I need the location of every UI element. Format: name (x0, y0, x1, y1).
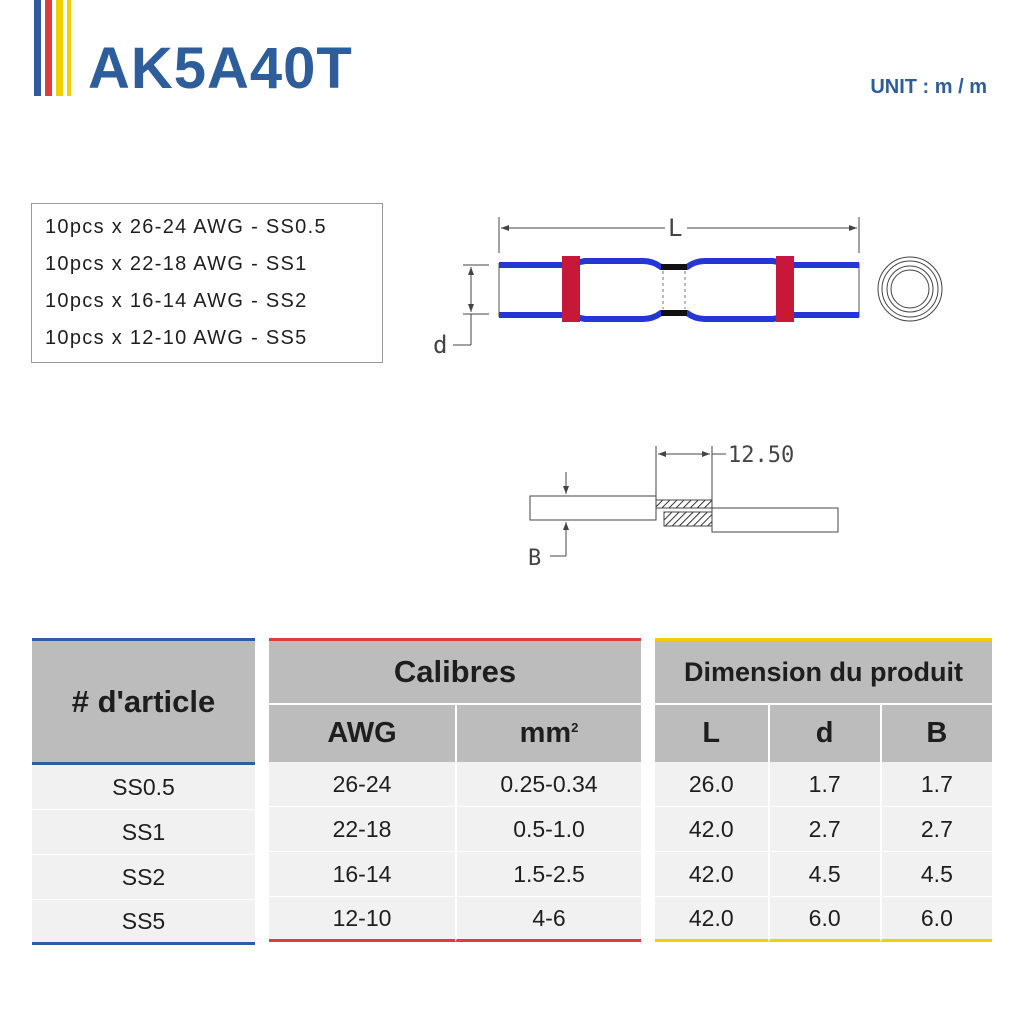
article-cell: SS2 (32, 855, 255, 900)
d-cell: 4.5 (768, 852, 880, 897)
table-row (269, 762, 641, 807)
awg-cell: 12-10 (269, 897, 455, 942)
product-title: AK5A40T (88, 36, 353, 101)
awg-header: AWG (327, 717, 397, 749)
brand-stripe-blue (34, 0, 41, 96)
connector-drawing (425, 205, 965, 365)
table-row (655, 807, 992, 852)
d-header: d (768, 705, 880, 762)
awg-cell: 26-24 (269, 762, 455, 807)
L-cell: 42.0 (655, 897, 768, 942)
d-cell: 6.0 (768, 897, 880, 942)
mm2-cell: 0.25-0.34 (455, 762, 641, 807)
table-row (32, 855, 255, 900)
article-cell: SS0.5 (32, 765, 255, 810)
dimension-label-B: B (528, 546, 542, 571)
unit-label: UNIT : m / m (870, 76, 987, 98)
table-row (32, 900, 255, 945)
table-row (655, 852, 992, 897)
awg-cell: 22-18 (269, 807, 455, 852)
dimension-header: Dimension du produit (655, 638, 992, 705)
B-header: B (880, 705, 992, 762)
kit-line: 10pcs x 26-24 AWG - SS0.5 (45, 216, 327, 238)
article-cell: SS1 (32, 810, 255, 855)
article-header: # d'article (32, 638, 255, 765)
brand-stripe-yellow (56, 0, 63, 96)
brand-stripe-yellow-2 (67, 0, 71, 96)
dimension-label-L: L (668, 214, 683, 242)
article-cell: SS5 (32, 900, 255, 945)
table-row (655, 897, 992, 942)
calibres-header: Calibres (269, 638, 641, 705)
B-cell: 4.5 (880, 852, 992, 897)
mm2-header: $mm^2$ (455, 705, 641, 762)
awg-cell: 16-14 (269, 852, 455, 897)
L-cell: 42.0 (655, 852, 768, 897)
table-row (32, 810, 255, 855)
dimension-table (655, 638, 992, 942)
table-row (269, 807, 641, 852)
kit-line: 10pcs x 22-18 AWG - SS1 (45, 253, 308, 275)
brand-stripe-red (45, 0, 52, 96)
mm2-cell: 1.5-2.5 (455, 852, 641, 897)
wire-strip-drawing (518, 432, 868, 582)
L-cell: 26.0 (655, 762, 768, 807)
article-table (32, 638, 255, 945)
d-cell: 1.7 (768, 762, 880, 807)
table-row (269, 897, 641, 942)
B-cell: 1.7 (880, 762, 992, 807)
dimension-label-d: d (433, 331, 448, 359)
dimension-label-strip: 12.50 (728, 443, 795, 468)
brand-stripes (34, 0, 78, 96)
d-cell: 2.7 (768, 807, 880, 852)
table-row (655, 762, 992, 807)
kit-line: 10pcs x 12-10 AWG - SS5 (45, 327, 308, 349)
kit-contents-box (31, 203, 383, 363)
table-row (32, 765, 255, 810)
calibres-table (269, 638, 641, 942)
mm2-cell: 0.5-1.0 (455, 807, 641, 852)
table-row (269, 852, 641, 897)
L-header: L (702, 717, 721, 749)
L-cell: 42.0 (655, 807, 768, 852)
B-cell: 6.0 (880, 897, 992, 942)
B-cell: 2.7 (880, 807, 992, 852)
mm2-cell: 4-6 (455, 897, 641, 942)
kit-line: 10pcs x 16-14 AWG - SS2 (45, 290, 308, 312)
